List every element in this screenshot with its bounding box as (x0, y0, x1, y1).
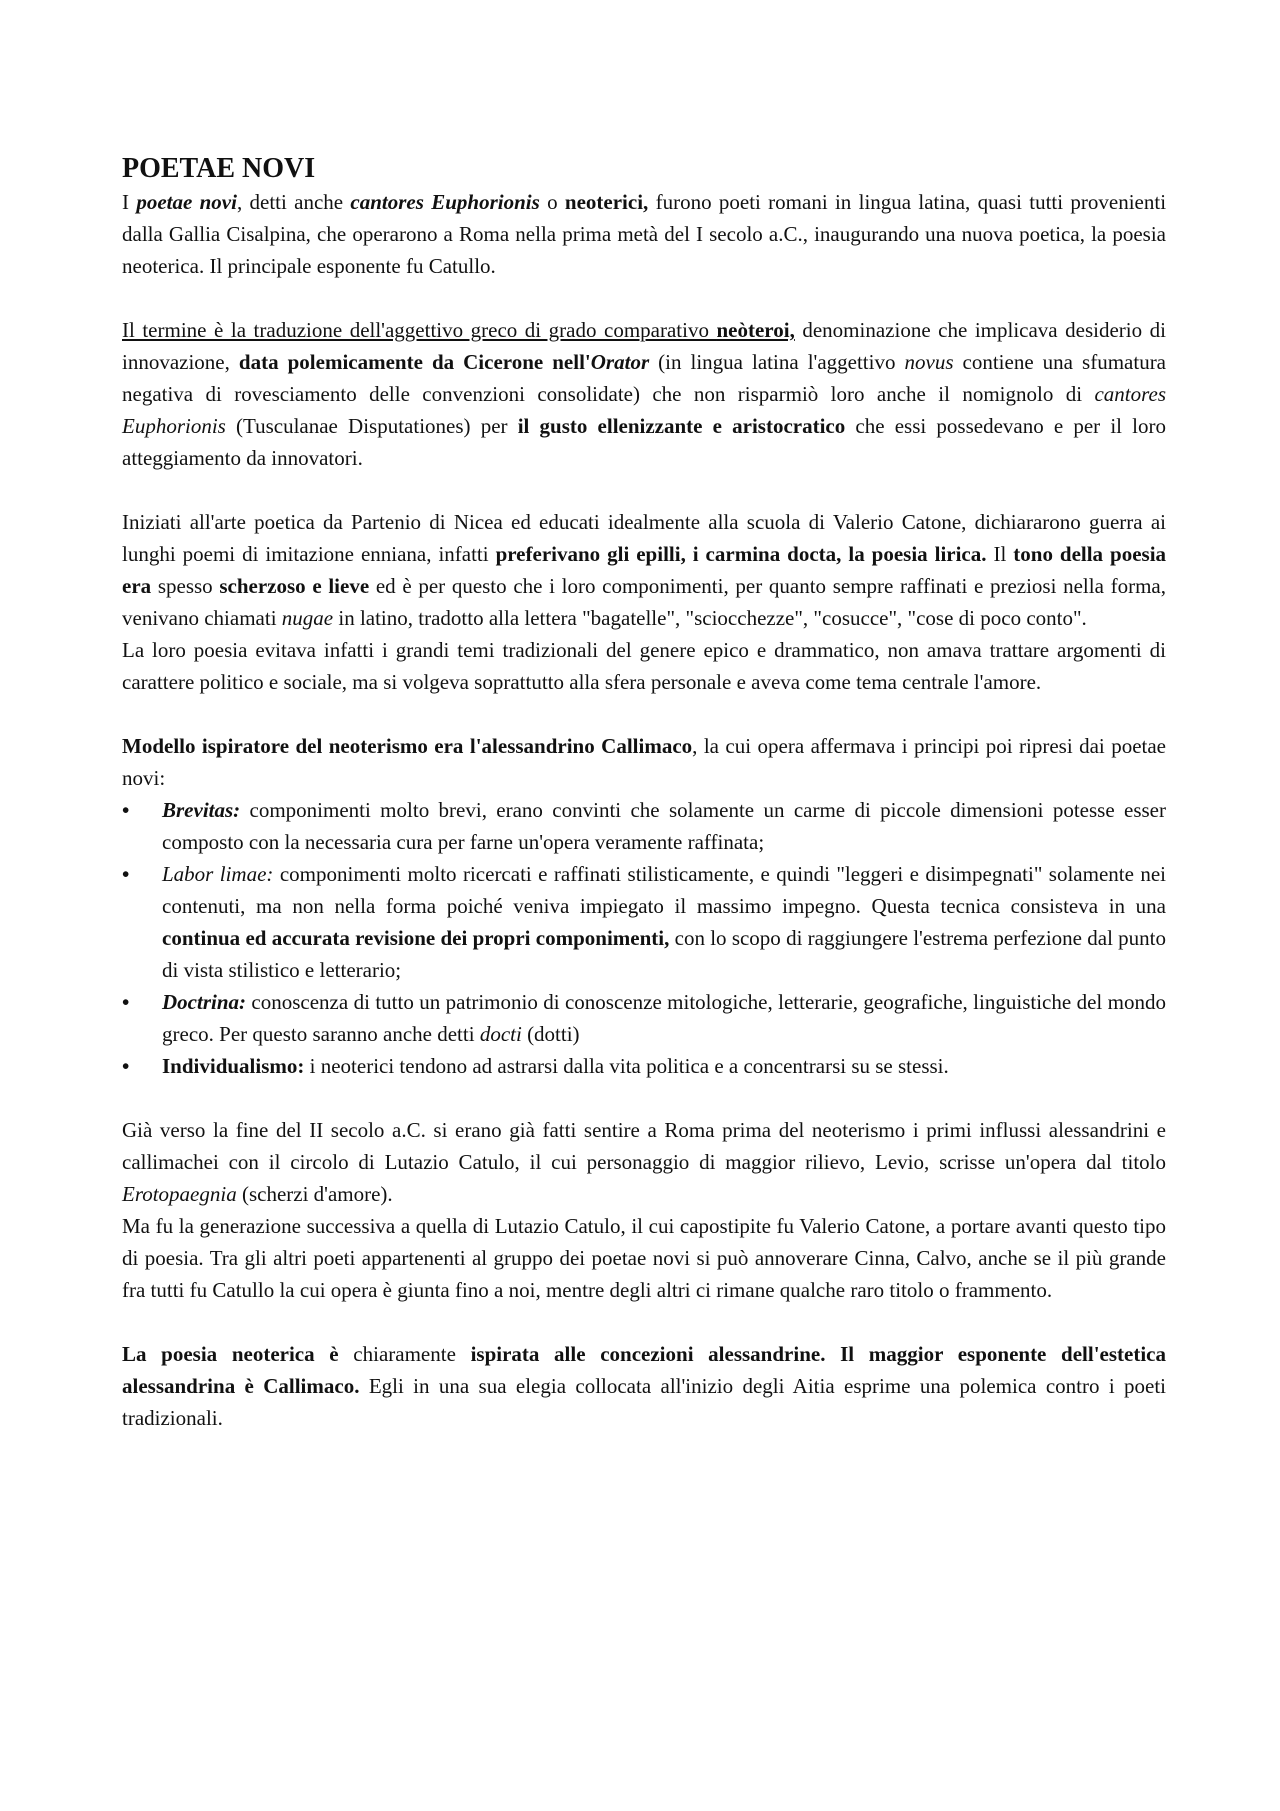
text-run: Doctrina: (162, 990, 246, 1014)
text-run: Orator (590, 350, 650, 374)
paragraph (122, 186, 1166, 282)
text-run: tono della poesia era (122, 542, 1167, 598)
text-run: (Tusculanae Disputationes) per (225, 414, 518, 438)
text-run: ispirata alle concezioni alessandrine. Il maggior esponente dell'estetica alessandrina è Callimaco. (122, 1342, 1167, 1398)
text-run: La loro poesia evitava infatti i grandi temi tradizionali del genere epico e drammatico, non amava trattare argomenti di carattere politico e sociale, ma si volgeva soprattutto alla sfera personale e aveva come tema centrale l'amore. (122, 638, 1166, 694)
text-run: contiene una sfumatura negativa di rovesciamento delle convenzioni consolidate) che non risparmiò loro anche il nomignolo di (122, 350, 1167, 406)
text-run: Egli in una sua elegia collocata all'inizio degli Aitia esprime una polemica contro i poeti tradizionali. (122, 1374, 1167, 1430)
text-run: docti (479, 1022, 522, 1046)
bullet-icon: • (122, 1054, 130, 1078)
paragraph (122, 1210, 1166, 1306)
list-item (122, 986, 1166, 1050)
text-run: Brevitas: (162, 798, 241, 822)
text-run: Iniziati all'arte poetica da Partenio di Nicea ed educati idealmente alla scuola di Valerio Catone, dichiararono guerra ai lunghi poemi di imitazione enniana, infatti (122, 510, 1166, 566)
text-run: La poesia neoterica è (122, 1342, 339, 1366)
text-run: scherzoso e lieve (219, 574, 370, 598)
text-run: (dotti) (521, 1022, 580, 1046)
text-run: preferivano gli epilli, i carmina docta, la poesia lirica. (495, 542, 987, 566)
text-run: cantores Euphorionis (122, 382, 1166, 438)
text-run: poetae novi (136, 190, 237, 214)
text-run: (scherzi d'amore). (236, 1182, 393, 1206)
paragraph (122, 506, 1166, 634)
text-run: chiaramente (338, 1342, 471, 1366)
text-run: in latino, tradotto alla lettera "bagatelle", "sciocchezze", "cosucce", "cose di poco conto". (333, 606, 1087, 630)
paragraph-spacer (122, 1082, 1166, 1114)
text-run: il gusto ellenizzante e aristocratico (517, 414, 846, 438)
text-run: nugae (281, 606, 334, 630)
paragraph-spacer (122, 282, 1166, 314)
bullet-icon: • (122, 990, 130, 1014)
text-run: (in lingua latina l'aggettivo (649, 350, 905, 374)
paragraph (122, 730, 1166, 794)
text-run: che essi possedevano e per il loro atteggiamento da innovatori. (122, 414, 1167, 470)
paragraph (122, 1338, 1166, 1434)
text-run: ed è per questo che i loro componimenti, per quanto sempre raffinati e preziosi nella forma, venivano chiamati (122, 574, 1166, 630)
text-run: neoterici, (564, 190, 649, 214)
list-item (122, 858, 1166, 986)
paragraph-spacer (122, 698, 1166, 730)
list-item (122, 794, 1166, 858)
bullet-icon: • (122, 798, 130, 822)
text-run: Il (986, 542, 1014, 566)
text-run: Ma fu la generazione successiva a quella di Lutazio Catulo, il cui capostipite fu Valerio Catone, a portare avanti questo tipo di poesia. Tra gli altri poeti appartenenti al gruppo dei poetae novi si può annoverare Cinna, Calvo, anche se il più grande fra tutti fu Catullo la cui opera è giunta fino a noi, mentre degli altri ci rimane qualche raro titolo o frammento. (122, 1214, 1166, 1302)
text-run: conoscenza di tutto un patrimonio di conoscenze mitologiche, letterarie, geografiche, linguistiche del mondo greco. Per questo saranno anche detti (162, 990, 1166, 1046)
page-title: POETAE NOVI (122, 153, 316, 184)
paragraph (122, 1114, 1166, 1210)
text-run: cantores Euphorionis (350, 190, 540, 214)
paragraph (122, 314, 1166, 474)
paragraph-spacer (122, 474, 1166, 506)
text-run: denominazione che implicava desiderio di innovazione, (122, 318, 1166, 374)
text-run: Individualismo: (162, 1054, 305, 1078)
text-run: Già verso la fine del II secolo a.C. si erano già fatti sentire a Roma prima del neoterismo i primi influssi alessandrini e callimachei con il circolo di Lutazio Catulo, il cui personaggio di maggior rilievo, Levio, scrisse un'opera dal titolo (122, 1118, 1166, 1174)
text-run: I (122, 190, 137, 214)
text-run: Erotopaegnia (122, 1182, 237, 1206)
text-run: con lo scopo di raggiungere l'estrema perfezione dal punto di vista stilistico e letterario; (162, 926, 1167, 982)
document-page (122, 152, 1166, 1434)
text-run: novus (904, 350, 954, 374)
text-run: Labor limae: (162, 862, 274, 886)
text-run: Modello ispiratore del neoterismo era l'alessandrino Callimaco (122, 734, 693, 758)
text-run: i neoterici tendono ad astrarsi dalla vita politica e a concentrarsi su se stessi. (304, 1054, 949, 1078)
list-item (122, 1050, 1166, 1082)
paragraph-spacer (122, 1306, 1166, 1338)
bullet-icon: • (122, 862, 130, 886)
text-run: , detti anche (236, 190, 351, 214)
document-body (122, 186, 1166, 1434)
text-run: data polemicamente da Cicerone nell' (238, 350, 591, 374)
bullet-list (122, 794, 1166, 1082)
text-run: furono poeti romani in lingua latina, quasi tutti provenienti dalla Gallia Cisalpina, che operarono a Roma nella prima metà del I secolo a.C., inaugurando una nuova poetica, la poesia neoterica. Il principale esponente fu Catullo. (122, 190, 1167, 278)
text-run: , la cui opera affermava i principi poi ripresi dai poetae novi: (122, 734, 1167, 790)
text-run: Il termine è la traduzione dell'aggettivo greco di grado comparativo (122, 318, 717, 342)
text-run: componimenti molto ricercati e raffinati stilisticamente, e quindi "leggeri e disimpegnati" solamente nei contenuti, ma non nella forma poiché veniva impiegato il massimo impegno. Questa tecnica consisteva in una (162, 862, 1167, 918)
text-run: continua ed accurata revisione dei propri componimenti, (162, 926, 670, 950)
paragraph (122, 634, 1166, 698)
text-run: o (539, 190, 565, 214)
text-run: componimenti molto brevi, erano convinti che solamente un carme di piccole dimensioni potesse esser composto con la necessaria cura per farne un'opera veramente raffinata; (162, 798, 1166, 854)
text-run: neòteroi, (716, 318, 795, 342)
text-run: spesso (151, 574, 220, 598)
